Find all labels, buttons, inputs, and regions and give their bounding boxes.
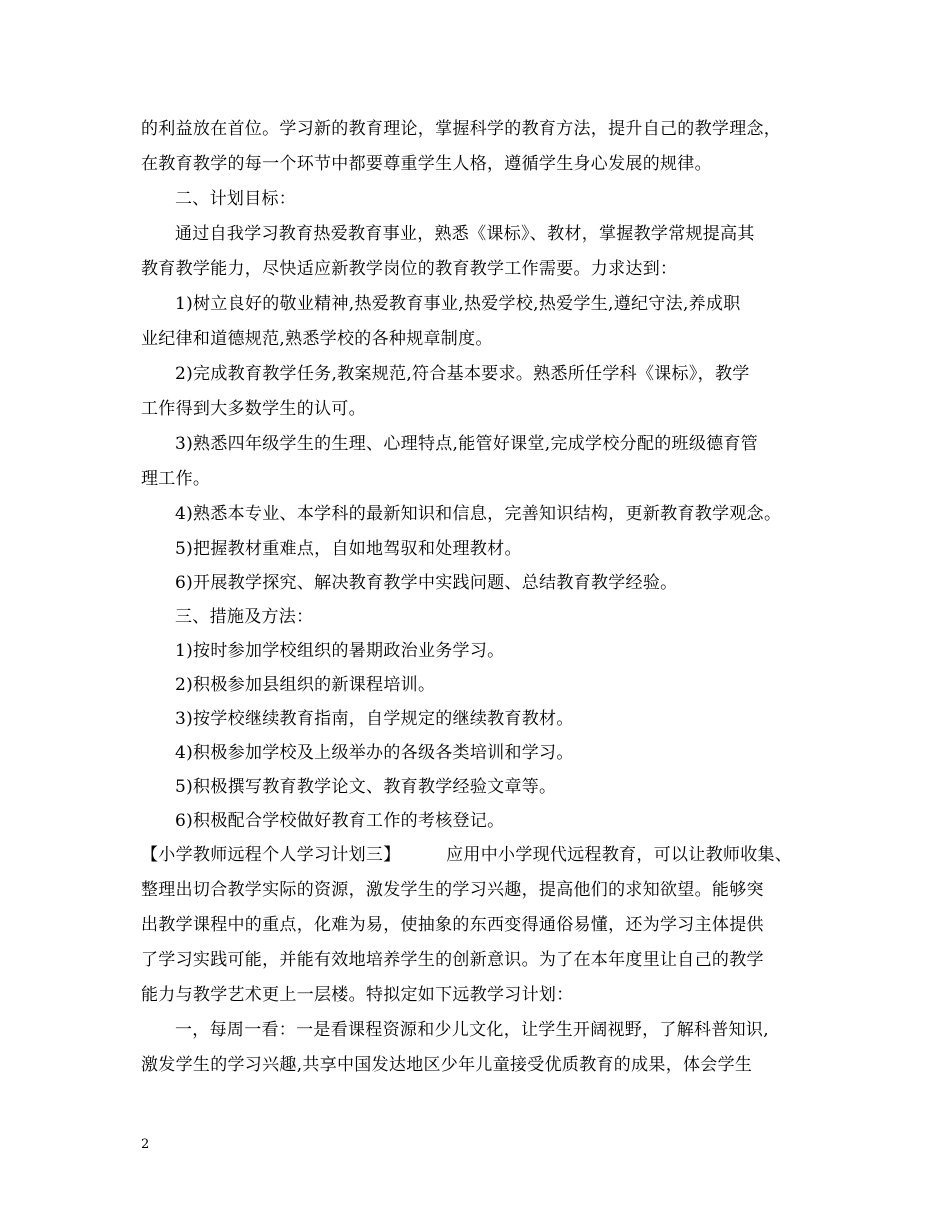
list-item: 5)把握教材重难点，自如地驾驭和处理教材。: [175, 539, 522, 559]
list-item: 2)完成教育教学任务,教案规范,符合基本要求。熟悉所任学科《课标》，教学: [175, 364, 750, 384]
list-item: 6)开展教学探究、解决教育教学中实践问题、总结教育教学经验。: [175, 573, 678, 593]
text-line: 能力与教学艺术更上一层楼。特拟定如下远教学习计划：: [141, 985, 574, 1005]
list-item: 4)积极参加学校及上级举办的各级各类培训和学习。: [175, 743, 574, 763]
text-line: 通过自我学习教育热爱教育事业，熟悉《课标》、教材，掌握教学常规提高其: [175, 224, 755, 244]
text-line: 激发学生的学习兴趣,共享中国发达地区少年儿童接受优质教育的成果，体会学生: [141, 1055, 753, 1075]
list-item: 3)按学校继续教育指南，自学规定的继续教育教材。: [175, 709, 574, 729]
list-item: 2)积极参加县组织的新课程培训。: [175, 675, 436, 695]
list-item: 4)熟悉本专业、本学科的最新知识和信息，完善知识结构，更新教育教学观念。: [175, 504, 782, 524]
text-line: 在教育教学的每一个环节中都要尊重学生人格，遵循学生身心发展的规律。: [141, 154, 712, 174]
text-line: 一，每周一看：一是看课程资源和少儿文化，让学生开阔视野，了解科普知识,: [175, 1020, 769, 1040]
list-item: 1)按时参加学校组织的暑期政治业务学习。: [175, 641, 505, 661]
text-line: 的利益放在首位。学习新的教育理论，掌握科学的教育方法，提升自己的教学理念，: [141, 119, 782, 139]
text-line: 了学习实践可能，并能有效地培养学生的创新意识。为了在本年度里让自己的教学: [141, 950, 764, 970]
list-item: 1)树立良好的敬业精神,热爱教育事业,热爱学校,热爱学生,遵纪守法,养成职: [175, 294, 741, 314]
list-item: 3)熟悉四年级学生的生理、心理特点,能管好课堂,完成学校分配的班级德育管: [175, 434, 759, 454]
list-item: 5)积极撰写教育教学论文、教育教学经验文章等。: [175, 777, 557, 797]
text-line: 教育教学能力，尽快适应新教学岗位的教育教学工作需要。力求达到：: [141, 259, 678, 279]
text-line: 出教学课程中的重点，化难为易，使抽象的东西变得通俗易懂，还为学习主体提供: [141, 915, 764, 935]
section-title-line: 【小学教师远程个人学习计划三】 应用中小学现代远程教育，可以让教师收集、: [141, 845, 793, 865]
text-line: 理工作。: [141, 469, 211, 489]
section-heading: 三、措施及方法：: [175, 607, 314, 627]
text-line: 业纪律和道德规范,熟悉学校的各种规章制度。: [141, 329, 493, 349]
text-line: 整理出切合教学实际的资源，激发学生的学习兴趣，提高他们的求知欲望。能够突: [141, 880, 764, 900]
page-number: 2: [141, 1137, 150, 1152]
list-item: 6)积极配合学校做好教育工作的考核登记。: [175, 811, 505, 831]
section-heading: 二、计划目标：: [175, 189, 297, 209]
text-line: 工作得到大多数学生的认可。: [141, 399, 366, 419]
